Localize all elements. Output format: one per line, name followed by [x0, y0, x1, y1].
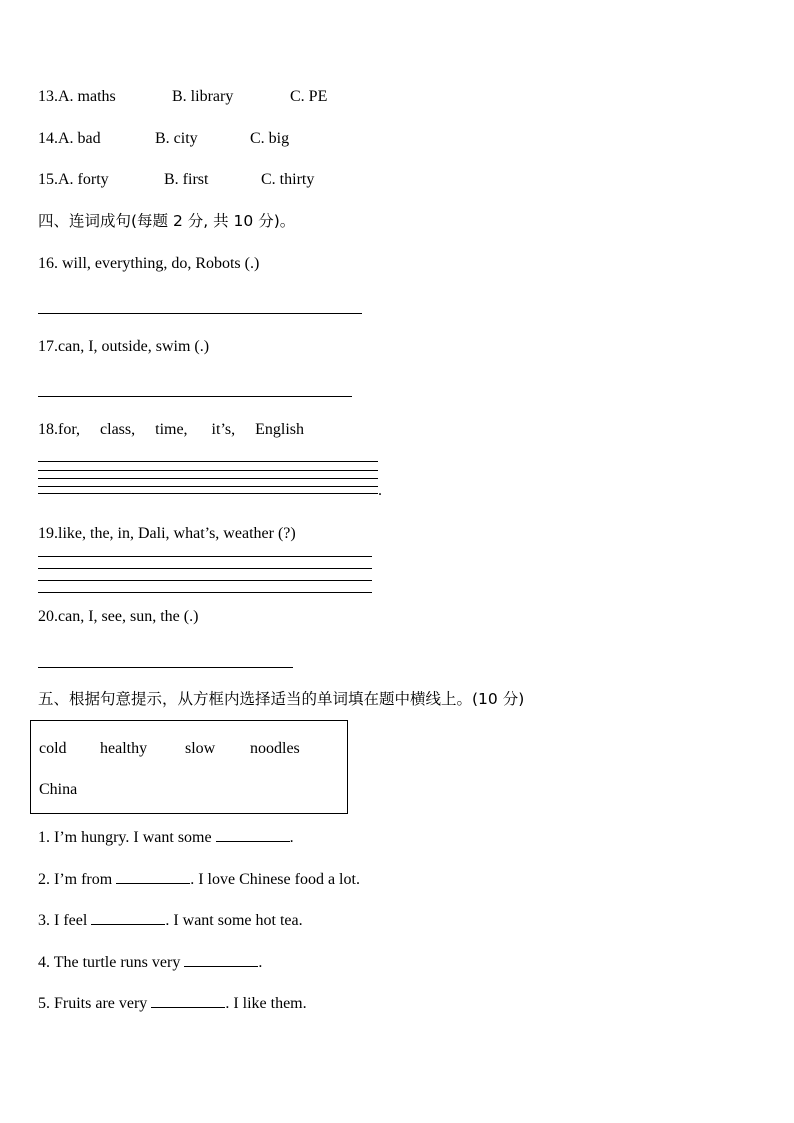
question-words: like, the, in, Dali, what’s, weather (?)	[58, 525, 296, 542]
fill-text-after: .	[258, 954, 263, 971]
question-14	[38, 129, 378, 149]
question-number: 16.	[38, 255, 58, 272]
answer-line-19b	[38, 568, 372, 569]
fill-text-after: . I love Chinese food a lot.	[190, 871, 360, 888]
blank-line[interactable]	[91, 910, 165, 925]
answer-line-18d	[38, 486, 378, 487]
option-a: A. maths	[58, 88, 116, 105]
answer-line-19a	[38, 556, 372, 557]
word-box-item: noodles	[250, 740, 300, 757]
fill-blank-5	[38, 993, 307, 1014]
question-18	[38, 420, 304, 440]
option-a: A. bad	[58, 130, 101, 147]
answer-line-18a	[38, 461, 378, 462]
question-words: will, everything, do, Robots (.)	[58, 255, 260, 272]
question-number: 15.	[38, 171, 58, 188]
question-15	[38, 170, 378, 190]
fill-text-before: 5. Fruits are very	[38, 995, 152, 1012]
answer-line-17	[38, 396, 352, 397]
fill-text-before: 4. The turtle runs very	[38, 954, 185, 971]
question-words: can, I, see, sun, the (.)	[58, 608, 199, 625]
answer-line-18e	[38, 493, 378, 494]
option-c: C. thirty	[261, 171, 315, 188]
blank-line[interactable]	[184, 952, 258, 967]
fill-blank-4	[38, 952, 262, 973]
blank-line[interactable]	[116, 869, 190, 884]
fill-blank-2	[38, 869, 360, 890]
fill-text-before: 1. I’m hungry. I want some	[38, 829, 216, 846]
answer-line-16	[38, 313, 362, 314]
question-20	[38, 607, 198, 627]
question-words: can, I, outside, swim (.)	[58, 338, 210, 355]
answer-line-18b	[38, 470, 378, 471]
option-b: B. library	[172, 88, 234, 105]
section-5-title: 五、根据句意提示，从方框内选择适当的单词填在题中横线上。(10 分)	[38, 690, 525, 708]
fill-text-after: .	[289, 829, 294, 846]
question-words: for, class, time, it’s, English	[58, 421, 305, 438]
option-b: B. first	[164, 171, 209, 188]
word-box-item: slow	[185, 740, 216, 757]
blank-line[interactable]	[151, 993, 225, 1008]
question-number: 19.	[38, 525, 58, 542]
option-b: B. city	[155, 130, 198, 147]
question-number: 17.	[38, 338, 58, 355]
question-13	[38, 87, 378, 107]
option-c: C. PE	[290, 88, 328, 105]
option-c: C. big	[250, 130, 290, 147]
word-box-item: cold	[39, 740, 67, 757]
question-number: 13.	[38, 88, 58, 105]
question-number: 14.	[38, 130, 58, 147]
question-19	[38, 524, 296, 544]
answer-line-20	[38, 667, 293, 668]
option-a: A. forty	[58, 171, 109, 188]
fill-text-before: 3. I feel	[38, 912, 92, 929]
question-17	[38, 337, 209, 357]
end-period: .	[378, 482, 382, 499]
fill-blank-1	[38, 827, 294, 848]
blank-line[interactable]	[216, 827, 290, 842]
answer-line-19d	[38, 592, 372, 593]
fill-text-before: 2. I’m from	[38, 871, 117, 888]
question-number: 20.	[38, 608, 58, 625]
word-box-item: healthy	[100, 740, 148, 757]
word-box-item: China	[39, 781, 78, 798]
answer-line-18c	[38, 478, 378, 479]
question-16	[38, 254, 259, 274]
answer-line-19c	[38, 580, 372, 581]
fill-blank-3	[38, 910, 303, 931]
fill-text-after: . I want some hot tea.	[165, 912, 303, 929]
section-4-title: 四、连词成句(每题 2 分, 共 10 分)。	[38, 212, 296, 230]
question-number: 18.	[38, 421, 58, 438]
fill-text-after: . I like them.	[225, 995, 307, 1012]
word-box	[30, 720, 348, 814]
